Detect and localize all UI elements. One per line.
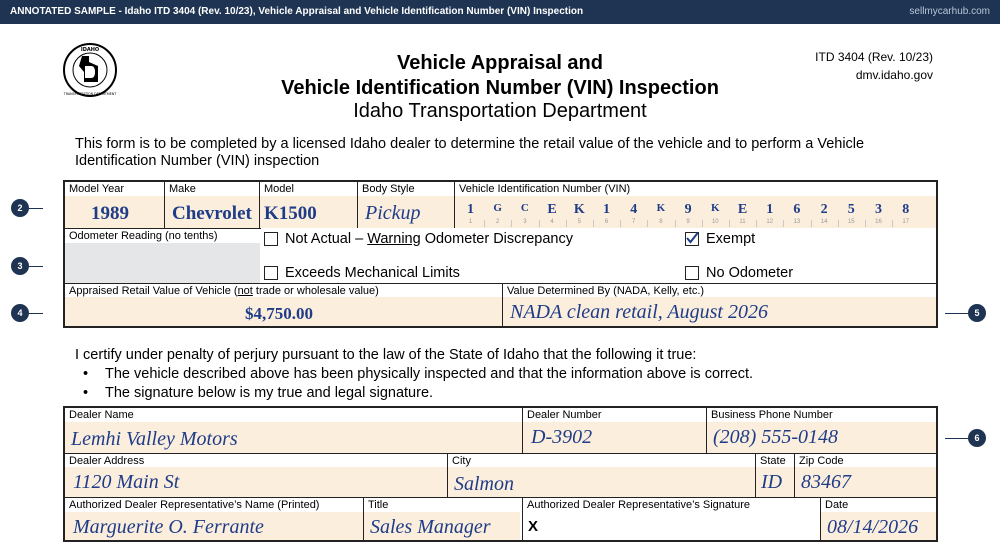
logo-top-text: IDAHO: [80, 47, 100, 53]
form-title-line2: Vehicle Identification Number (VIN) Inspection: [281, 77, 719, 99]
date-value[interactable]: 08/14/2026: [827, 516, 919, 538]
exceeds-mechanical-label: Exceeds Mechanical Limits: [285, 265, 460, 281]
dealer-address-cell: [65, 453, 447, 497]
date-cell: [820, 497, 936, 540]
vin-character[interactable]: 6: [793, 202, 801, 217]
vin-character[interactable]: 1: [766, 202, 774, 217]
vin-position-number: 2: [496, 219, 500, 225]
callout-marker: 2: [11, 199, 29, 217]
state-cell: [755, 453, 794, 497]
vin-character[interactable]: G: [493, 202, 502, 214]
dealer-address-value[interactable]: 1120 Main St: [73, 471, 180, 493]
vin-character[interactable]: 9: [684, 202, 692, 217]
vin-character[interactable]: K: [573, 202, 585, 217]
odometer-label: Odometer Reading (no tenths): [69, 230, 218, 242]
value-determined-value[interactable]: NADA clean retail, August 2026: [510, 301, 768, 323]
business-phone-value[interactable]: (208) 555-0148: [713, 426, 838, 448]
business-phone-cell: [706, 408, 936, 453]
value-determined-label: Value Determined By (NADA, Kelly, etc.): [507, 285, 705, 297]
rep-name-cell: [65, 497, 363, 540]
banner-site: sellmycarhub.com: [909, 6, 990, 17]
certification-bullet: • The signature below is my true and legal signature.: [83, 384, 753, 403]
value-determined-cell: [502, 283, 936, 326]
vin-position-number: 16: [875, 219, 882, 225]
no-odometer-checkbox[interactable]: [685, 266, 699, 280]
vin-position-number: 17: [902, 219, 910, 225]
body-style-value[interactable]: Pickup: [365, 202, 421, 224]
zip-cell: [794, 453, 936, 497]
signature-cell: [522, 497, 820, 540]
vin-position-number: 15: [847, 219, 855, 225]
vin-position-number: 4: [550, 219, 554, 225]
vin-position-number: 11: [739, 219, 746, 225]
signature-value[interactable]: X: [528, 518, 539, 535]
rep-name-label: Authorized Dealer Representative’s Name (Printed): [69, 499, 320, 511]
callout-marker: 4: [11, 304, 29, 322]
vin-position-number: 6: [604, 219, 609, 225]
rep-title-label: Title: [368, 499, 389, 511]
date-label: Date: [825, 499, 849, 511]
vin-position-number: 5: [577, 219, 581, 225]
itd-logo: [62, 42, 118, 98]
zip-value[interactable]: 83467: [801, 471, 851, 493]
exempt-checkbox[interactable]: [685, 232, 699, 246]
model-cell: [259, 182, 357, 228]
rep-title-cell: [363, 497, 522, 540]
dealer-number-value[interactable]: D-3902: [531, 426, 593, 448]
dealer-name-value[interactable]: Lemhi Valley Motors: [71, 428, 238, 450]
callout-marker: 6: [968, 429, 986, 447]
signature-label: Authorized Dealer Representative’s Signature: [527, 499, 750, 511]
state-value[interactable]: ID: [761, 471, 783, 493]
checkmark-icon: [685, 231, 699, 245]
no-odometer-label: No Odometer: [706, 265, 794, 281]
model-year-value[interactable]: 1989: [91, 203, 129, 224]
banner-title: ANNOTATED SAMPLE - Idaho ITD 3404 (Rev. 10/23), Vehicle Appraisal and Vehicle Identification Number (VIN) Inspection: [10, 6, 584, 17]
vin-character[interactable]: 3: [875, 202, 882, 217]
vin-character[interactable]: C: [520, 202, 529, 214]
callout-marker: 5: [968, 304, 986, 322]
not-actual-label: Not Actual – Warning Odometer Discrepancy: [285, 231, 573, 247]
dealer-section: [63, 406, 938, 542]
vin-character[interactable]: K: [711, 202, 720, 214]
make-cell: [164, 182, 259, 228]
callout-marker: 3: [11, 257, 29, 275]
vin-position-number: 7: [632, 219, 636, 225]
vin-position-number: 13: [793, 219, 801, 225]
zip-label: Zip Code: [799, 455, 844, 467]
vin-position-number: 3: [523, 219, 527, 225]
certification-bullets: [83, 365, 753, 403]
dealer-number-label: Dealer Number: [527, 409, 602, 421]
model-year-label: Model Year: [69, 183, 125, 195]
vin-character[interactable]: 2: [820, 202, 828, 217]
vin-position-number: 10: [711, 219, 719, 225]
vin-label: Vehicle Identification Number (VIN): [459, 183, 631, 195]
vin-character[interactable]: E: [547, 202, 557, 217]
body-style-cell: [357, 182, 454, 228]
dealer-name-label: Dealer Name: [69, 409, 134, 421]
make-value[interactable]: Chevrolet: [172, 203, 252, 224]
model-year-cell: [65, 182, 165, 228]
vin-character[interactable]: 1: [603, 202, 610, 217]
dealer-name-cell: [65, 408, 522, 453]
city-label: City: [452, 455, 471, 467]
vin-character[interactable]: E: [737, 202, 748, 217]
form-number-block: [815, 48, 933, 84]
vin-position-number: 12: [766, 219, 774, 225]
vin-cell: [454, 182, 936, 228]
vin-position-number: 1: [468, 219, 473, 225]
vin-character[interactable]: K: [656, 202, 666, 214]
odometer-cell: [65, 228, 261, 283]
exceeds-mechanical-checkbox[interactable]: [264, 266, 278, 280]
vin-character[interactable]: 8: [902, 202, 910, 217]
logo-bottom-text: TRANSPORTATION DEPARTMENT: [63, 92, 117, 96]
model-value[interactable]: K1500: [264, 203, 317, 224]
vin-position-number: 9: [686, 219, 690, 225]
form-number: ITD 3404 (Rev. 10/23): [815, 50, 933, 64]
city-cell: [447, 453, 755, 497]
form-title-line1: Vehicle Appraisal and: [396, 52, 603, 74]
form-title-line3: Idaho Transportation Department: [353, 100, 647, 122]
vin-position-number: 14: [820, 219, 828, 225]
city-value[interactable]: Salmon: [454, 473, 514, 495]
intro-text: This form is to be completed by a licensed Idaho dealer to determine the retail value of the vehicle and to perform a Vehicle Identification Number (VIN) inspection: [75, 136, 865, 169]
rep-title-value[interactable]: Sales Manager: [370, 516, 491, 538]
body-style-label: Body Style: [362, 183, 415, 195]
certification-bullet: • The vehicle described above has been physically inspected and that the information above is correct.: [83, 365, 753, 384]
appraised-value-label: Appraised Retail Value of Vehicle (not trade or wholesale value): [69, 285, 379, 297]
dealer-address-label: Dealer Address: [69, 455, 145, 467]
vin-character[interactable]: 5: [847, 202, 855, 217]
model-label: Model: [264, 183, 294, 195]
exempt-label: Exempt: [706, 231, 756, 247]
rep-name-value[interactable]: Marguerite O. Ferrante: [73, 516, 264, 538]
not-actual-checkbox[interactable]: [264, 232, 278, 246]
appraised-value[interactable]: $4,750.00: [245, 304, 313, 323]
appraised-value-cell: [65, 283, 502, 326]
make-label: Make: [169, 183, 196, 195]
annotation-banner: [0, 0, 1000, 24]
business-phone-label: Business Phone Number: [711, 409, 833, 421]
certification-block: [75, 346, 753, 403]
form-website: dmv.idaho.gov: [855, 68, 933, 82]
certification-statement: I certify under penalty of perjury pursuant to the law of the State of Idaho that the following it true:: [75, 347, 697, 363]
state-label: State: [760, 455, 786, 467]
vehicle-section: [63, 180, 938, 328]
vin-position-number: 8: [659, 219, 663, 225]
vin-character[interactable]: 4: [630, 202, 638, 217]
vin-character[interactable]: 1: [467, 202, 474, 217]
dealer-number-cell: [522, 408, 706, 453]
